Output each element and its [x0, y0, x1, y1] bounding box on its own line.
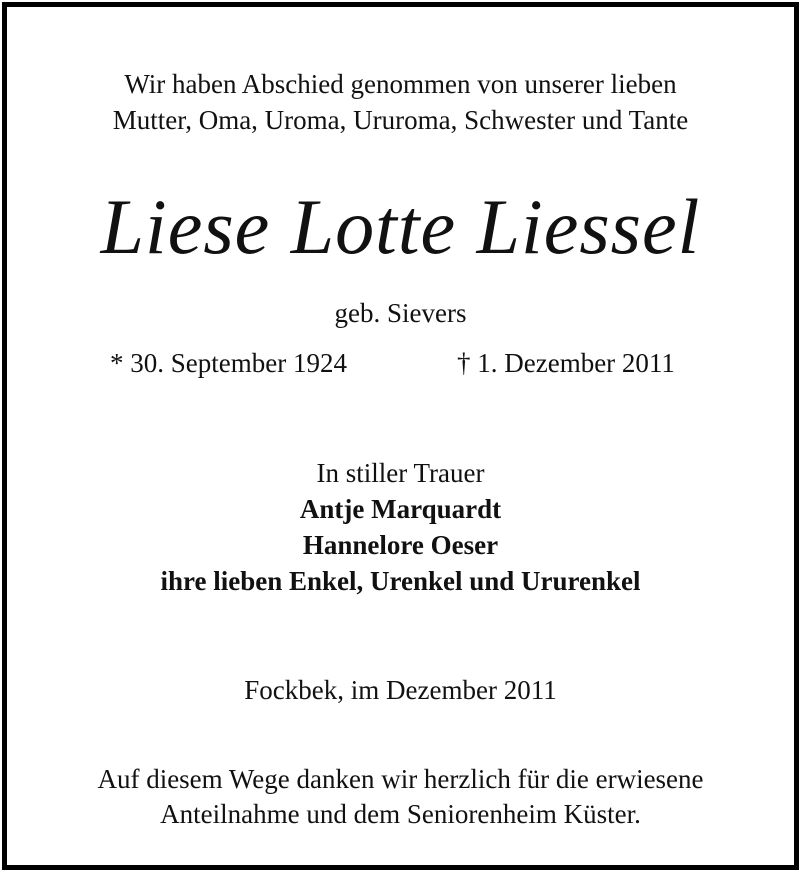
life-dates [7, 346, 794, 380]
thanks-line-1: Auf diesem Wege danken wir herzlich für die erwiesene [97, 764, 704, 794]
obituary-notice [2, 2, 799, 870]
mourner-2: Hannelore Oeser [302, 530, 499, 560]
intro-line-2: Mutter, Oma, Uroma, Ururoma, Schwester und Tante [112, 105, 689, 135]
deceased-name: Liese Lotte Liessel [100, 183, 701, 270]
maiden-name: geb. Sievers [334, 298, 467, 328]
mourning-intro: In stiller Trauer [316, 458, 485, 488]
death-date: † 1. Dezember 2011 [457, 348, 675, 378]
mourner-3: ihre lieben Enkel, Urenkel und Ururenkel [160, 566, 641, 596]
mourner-1: Antje Marquardt [299, 494, 502, 524]
place-date: Fockbek, im Dezember 2011 [244, 675, 557, 705]
thanks-line-2: Anteilnahme und dem Seniorenheim Küster. [160, 799, 641, 829]
intro-line-1: Wir haben Abschied genommen von unserer lieben [124, 69, 677, 99]
birth-date: * 30. September 1924 [110, 348, 347, 378]
